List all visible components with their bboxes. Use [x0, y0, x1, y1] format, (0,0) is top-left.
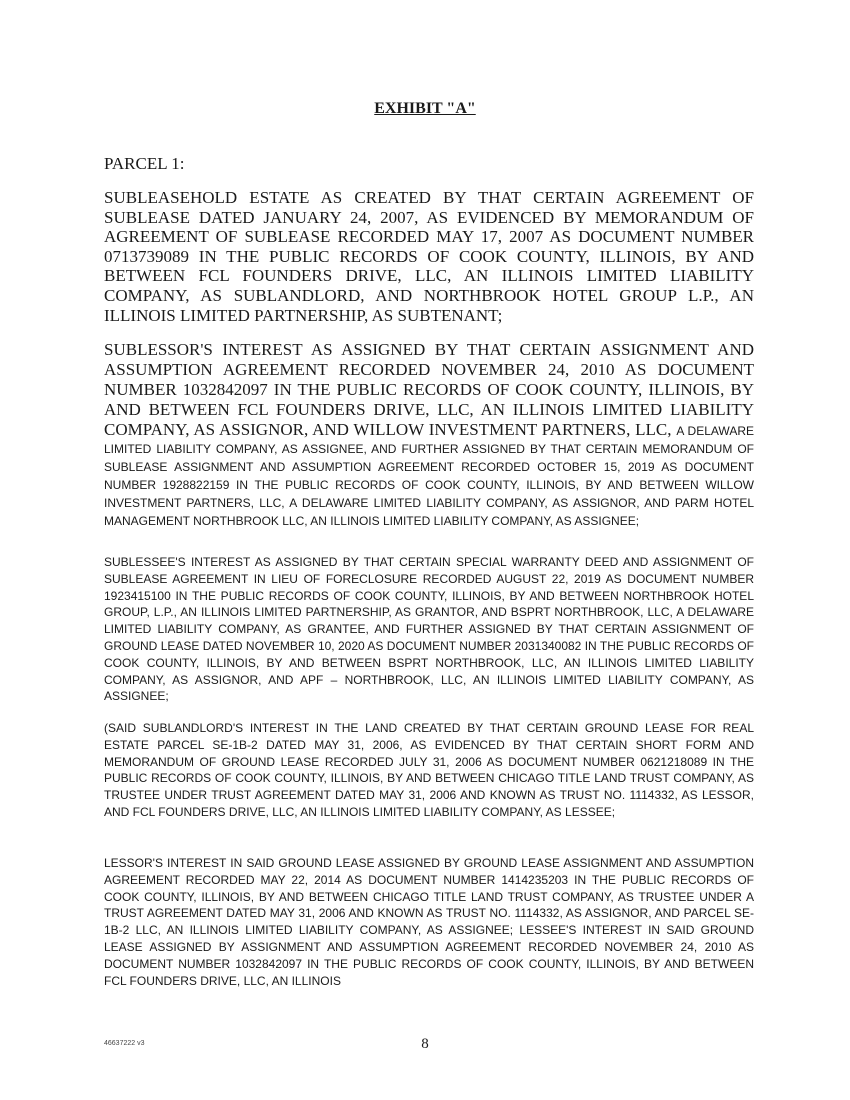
paragraph-sublessor-interest-part1: SUBLESSOR'S INTEREST AS ASSIGNED BY THAT CERTAIN ASSIGNMENT AND ASSUMPTION AGREEMENT RECORDED NOVEMBER 24, 2010 AS DOCUMENT NUMBER 1032842097 IN THE PUBLIC RECORDS OF COOK COUNTY, ILLINOIS, BY AND BETWEEN FCL FOUNDERS DRIVE, LLC, AN ILLINOIS LIMITED LIABILITY COMPANY, AS ASSIGNOR, AND WILLOW INVESTMENT PARTNERS, LLC, — [104, 340, 754, 439]
paragraph-sublessor-interest — [104, 340, 754, 530]
parcel-label: PARCEL 1: — [104, 154, 185, 173]
page-number: 8 — [421, 1036, 429, 1052]
paragraph-sublessor-interest-part2: A DELAWARE LIMITED LIABILITY COMPANY, AS ASSIGNEE, AND FURTHER ASSIGNED BY THAT CERTAIN MEMORANDUM OF SUBLEASE ASSIGNMENT AND ASSUMPTION AGREEMENT RECORDED OCTOBER 15, 2019 AS DOCUMENT NUMBER 1928822159 IN THE PUBLIC RECORDS OF COOK COUNTY, ILLINOIS, BY AND BETWEEN WILLOW INVESTMENT PARTNERS, LLC, A DELAWARE LIMITED LIABILITY COMPANY, AS ASSIGNOR, AND PARM HOTEL MANAGEMENT NORTHBROOK LLC, AN ILLINOIS LIMITED LIABILITY COMPANY, AS ASSIGNEE; — [104, 424, 754, 528]
paragraph-lessor-interest: LESSOR'S INTEREST IN SAID GROUND LEASE ASSIGNED BY GROUND LEASE ASSIGNMENT AND ASSUMPTION AGREEMENT RECORDED MAY 22, 2014 AS DOCUMENT NUMBER 1414235203 IN THE PUBLIC RECORDS OF COOK COUNTY, ILLINOIS, BY AND BETWEEN CHICAGO TITLE LAND TRUST COMPANY, AS TRUSTEE UNDER A TRUST AGREEMENT DATED MAY 31, 2006 AND KNOWN AS TRUST NO. 1114332, AS ASSIGNOR, AND PARCEL SE-1B-2 LLC, AN ILLINOIS LIMITED LIABILITY COMPANY, AS ASSIGNEE; LESSEE'S INTEREST IN SAID GROUND LEASE ASSIGNED BY ASSIGNMENT AND ASSUMPTION AGREEMENT RECORDED NOVEMBER 24, 2010 AS DOCUMENT NUMBER 1032842097 IN THE PUBLIC RECORDS OF COOK COUNTY, ILLINOIS, BY AND BETWEEN FCL FOUNDERS DRIVE, LLC, AN ILLINOIS — [104, 856, 754, 988]
footer-document-id: 46637222 v3 — [104, 1040, 145, 1047]
paragraph-sublessee-interest: SUBLESSEE'S INTEREST AS ASSIGNED BY THAT CERTAIN SPECIAL WARRANTY DEED AND ASSIGNMENT OF SUBLEASE AGREEMENT IN LIEU OF FORECLOSURE RECORDED AUGUST 22, 2019 AS DOCUMENT NUMBER 1923415100 IN THE PUBLIC RECORDS OF COOK COUNTY, ILLINOIS, BY AND BETWEEN NORTHBROOK HOTEL GROUP, L.P., AN ILLINOIS LIMITED PARTNERSHIP, AS GRANTOR, AND BSPRT NORTHBROOK, LLC, A DELAWARE LIMITED LIABILITY COMPANY, AS GRANTEE, AND FURTHER ASSIGNED BY THAT CERTAIN ASSIGNMENT OF GROUND LEASE DATED NOVEMBER 10, 2020 AS DOCUMENT NUMBER 2031340082 IN THE PUBLIC RECORDS OF COOK COUNTY, ILLINOIS, BY AND BETWEEN BSPRT NORTHBROOK, LLC, AN ILLINOIS LIMITED LIABILITY COMPANY, AS ASSIGNOR, AND APF – NORTHBROOK, LLC, AN ILLINOIS LIMITED LIABILITY COMPANY, AS ASSIGNEE; — [104, 555, 754, 704]
paragraph-sublandlord-interest: (SAID SUBLANDLORD'S INTEREST IN THE LAND CREATED BY THAT CERTAIN GROUND LEASE FOR REAL ESTATE PARCEL SE-1B-2 DATED MAY 31, 2006, AS EVIDENCED BY THAT CERTAIN SHORT FORM AND MEMORANDUM OF GROUND LEASE RECORDED JULY 31, 2006 AS DOCUMENT NUMBER 0621218089 IN THE PUBLIC RECORDS OF COOK COUNTY, ILLINOIS, BY AND BETWEEN CHICAGO TITLE LAND TRUST COMPANY, AS TRUSTEE UNDER TRUST AGREEMENT DATED MAY 31, 2006 AND KNOWN AS TRUST NO. 1114332, AS LESSOR, AND FCL FOUNDERS DRIVE, LLC, AN ILLINOIS LIMITED LIABILITY COMPANY, AS LESSEE; — [104, 721, 754, 819]
exhibit-title: EXHIBIT "A" — [374, 100, 476, 117]
paragraph-subleasehold-estate: SUBLEASEHOLD ESTATE AS CREATED BY THAT CERTAIN AGREEMENT OF SUBLEASE DATED JANUARY 24, 2007, AS EVIDENCED BY MEMORANDUM OF AGREEMENT OF SUBLEASE RECORDED MAY 17, 2007 AS DOCUMENT NUMBER 0713739089 IN THE PUBLIC RECORDS OF COOK COUNTY, ILLINOIS, BY AND BETWEEN FCL FOUNDERS DRIVE, LLC, AN ILLINOIS LIMITED LIABILITY COMPANY, AS SUBLANDLORD, AND NORTHBROOK HOTEL GROUP L.P., AN ILLINOIS LIMITED PARTNERSHIP, AS SUBTENANT; — [104, 188, 754, 325]
